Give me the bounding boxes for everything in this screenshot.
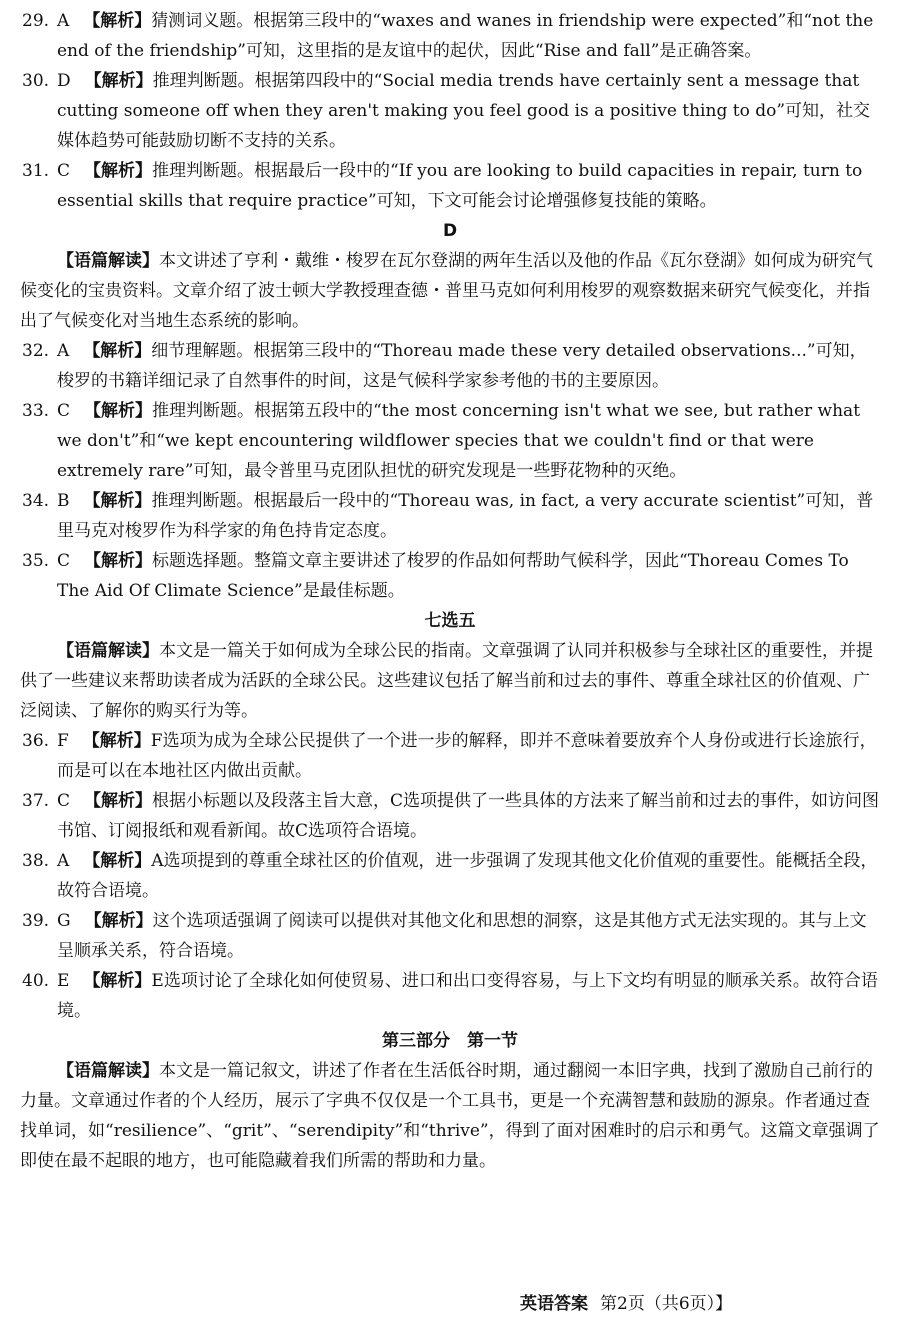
- analysis-tag: 【解析】: [83, 971, 152, 991]
- analysis-tag: 【解析】: [84, 551, 153, 571]
- analysis-tag: 【解析】: [83, 491, 152, 511]
- answer-item-38: [0, 846, 900, 906]
- question-group-32-35: [0, 336, 900, 606]
- answer-letter: B: [57, 491, 70, 511]
- answer-letter: D: [57, 71, 71, 91]
- answer-item-40: [0, 966, 900, 1026]
- question-number: 29.: [22, 11, 50, 31]
- analysis-tag: 【解析】: [82, 731, 151, 751]
- answer-item-31: [0, 156, 900, 216]
- analysis-text: 推理判断题。根据第四段中的“Social media trends have certainly sent a message that cutting someone off when they aren't making you feel good is a positive thing to do”可知，社交媒体趋势可能鼓励切断不支持的关系。: [57, 71, 871, 151]
- answer-letter: A: [57, 341, 70, 361]
- analysis-text: 根据小标题以及段落主旨大意，C选项提供了一些具体的方法来了解当前和过去的事件，如访问图书馆、订阅报纸和观看新闻。故C选项符合语境。: [57, 791, 880, 841]
- section-heading-seven-choose-five: 七选五: [424, 611, 476, 631]
- question-number: 37.: [22, 791, 50, 811]
- answer-item-35: [0, 546, 900, 606]
- answer-item-32: [0, 336, 900, 396]
- answer-letter: C: [57, 551, 71, 571]
- question-number: 34.: [22, 491, 50, 511]
- section-heading-part-three: 第三部分 第一节: [382, 1031, 518, 1051]
- analysis-tag: 【解析】: [83, 851, 152, 871]
- analysis-tag: 【解析】: [84, 161, 153, 181]
- answer-item-36: [0, 726, 900, 786]
- question-number: 31.: [22, 161, 50, 181]
- summary-tag: 【语篇解读】: [57, 251, 159, 271]
- summary-tag: 【语篇解读】: [57, 641, 159, 661]
- question-number: 40.: [22, 971, 50, 991]
- answer-item-33: [0, 396, 900, 486]
- question-group-29-31: [0, 6, 900, 216]
- question-number: 38.: [22, 851, 50, 871]
- analysis-tag: 【解析】: [83, 341, 152, 361]
- question-number: 32.: [22, 341, 50, 361]
- question-number: 33.: [22, 401, 50, 421]
- section-d-summary: [0, 246, 900, 336]
- question-number: 35.: [22, 551, 50, 571]
- answer-letter: C: [57, 161, 71, 181]
- footer-subject: 英语答案: [520, 1294, 588, 1314]
- analysis-text: 标题选择题。整篇文章主要讲述了梭罗的作品如何帮助气候科学，因此“Thoreau Comes To The Aid Of Climate Science”是最佳标题。: [57, 551, 849, 601]
- analysis-tag: 【解析】: [84, 71, 153, 91]
- analysis-tag: 【解析】: [83, 11, 152, 31]
- summary-text: 本文是一篇关于如何成为全球公民的指南。文章强调了认同并积极参与全球社区的重要性，并提供了一些建议来帮助读者成为活跃的全球公民。这些建议包括了解当前和过去的事件、尊重全球社区的价值观、广泛阅读、了解你的购买行为等。: [20, 641, 873, 721]
- footer-page-number: 第2页（共6页）】: [600, 1294, 733, 1314]
- summary-tag: 【语篇解读】: [57, 1061, 159, 1081]
- part-three-summary: [0, 1056, 900, 1176]
- answer-item-29: [0, 6, 900, 66]
- answer-item-39: [0, 906, 900, 966]
- analysis-text: 推理判断题。根据最后一段中的“If you are looking to build capacities in repair, turn to essential skills that require practice”可知，下文可能会讨论增强修复技能的策略。: [57, 161, 863, 211]
- answer-item-37: [0, 786, 900, 846]
- analysis-tag: 【解析】: [84, 911, 153, 931]
- analysis-text: F选项为成为全球公民提供了一个进一步的解释，即并不意味着要放弃个人身份或进行长途旅行，而是可以在本地社区内做出贡献。: [57, 731, 877, 781]
- section-heading-d: D: [442, 221, 458, 241]
- analysis-tag: 【解析】: [84, 791, 153, 811]
- question-group-36-40: [0, 726, 900, 1026]
- answer-page: [0, 6, 900, 1176]
- analysis-text: 推理判断题。根据最后一段中的“Thoreau was, in fact, a very accurate scientist”可知，普里马克对梭罗作为科学家的角色持肯定态度。: [57, 491, 874, 541]
- answer-letter: C: [57, 401, 71, 421]
- section-seven-summary: [0, 636, 900, 726]
- summary-text: 本文是一篇记叙文，讲述了作者在生活低谷时期，通过翻阅一本旧字典，找到了激励自己前行的力量。文章通过作者的个人经历，展示了字典不仅仅是一个工具书，更是一个充满智慧和鼓励的源泉。作者通过查找单词，如“resilience”、“grit”、“serendipity”和“thrive”，得到了面对困难时的启示和勇气。这篇文章强调了即使在最不起眼的地方，也可能隐藏着我们所需的帮助和力量。: [20, 1061, 880, 1171]
- question-number: 36.: [22, 731, 50, 751]
- question-number: 30.: [22, 71, 50, 91]
- answer-letter: E: [57, 971, 70, 991]
- answer-letter: A: [57, 11, 70, 31]
- analysis-text: E选项讨论了全球化如何使贸易、进口和出口变得容易，与上下文均有明显的顺承关系。故符合语境。: [57, 971, 878, 1021]
- page-footer: [520, 1289, 732, 1319]
- answer-letter: G: [57, 911, 71, 931]
- summary-text: 本文讲述了亨利・戴维・梭罗在瓦尔登湖的两年生活以及他的作品《瓦尔登湖》如何成为研究气候变化的宝贵资料。文章介绍了波士顿大学教授理查德・普里马克如何利用梭罗的观察数据来研究气候变化，并指出了气候变化对当地生态系统的影响。: [20, 251, 873, 331]
- answer-letter: A: [57, 851, 70, 871]
- analysis-text: 这个选项适强调了阅读可以提供对其他文化和思想的洞察，这是其他方式无法实现的。其与上文呈顺承关系，符合语境。: [57, 911, 867, 961]
- answer-item-30: [0, 66, 900, 156]
- answer-item-34: [0, 486, 900, 546]
- answer-letter: C: [57, 791, 71, 811]
- analysis-text: 细节理解题。根据第三段中的“Thoreau made these very detailed observations...”可知，梭罗的书籍详细记录了自然事件的时间，这是气候科学家参考他的书的主要原因。: [57, 341, 867, 391]
- analysis-text: A选项提到的尊重全球社区的价值观，进一步强调了发现其他文化价值观的重要性。能概括全段，故符合语境。: [57, 851, 878, 901]
- analysis-text: 猜测词义题。根据第三段中的“waxes and wanes in friendship were expected”和“not the end of the friendship”可知，这里指的是友谊中的起伏，因此“Rise and fall”是正确答案。: [57, 11, 874, 61]
- question-number: 39.: [22, 911, 50, 931]
- answer-letter: F: [57, 731, 69, 751]
- analysis-text: 推理判断题。根据第五段中的“the most concerning isn't what we see, but rather what we don't”和“we kept encountering wildflower species that we couldn't find or that were extremely rare”可知，最令普里马克团队担忧的研究发现是一些野花物种的灭绝。: [57, 401, 861, 481]
- analysis-tag: 【解析】: [84, 401, 153, 421]
